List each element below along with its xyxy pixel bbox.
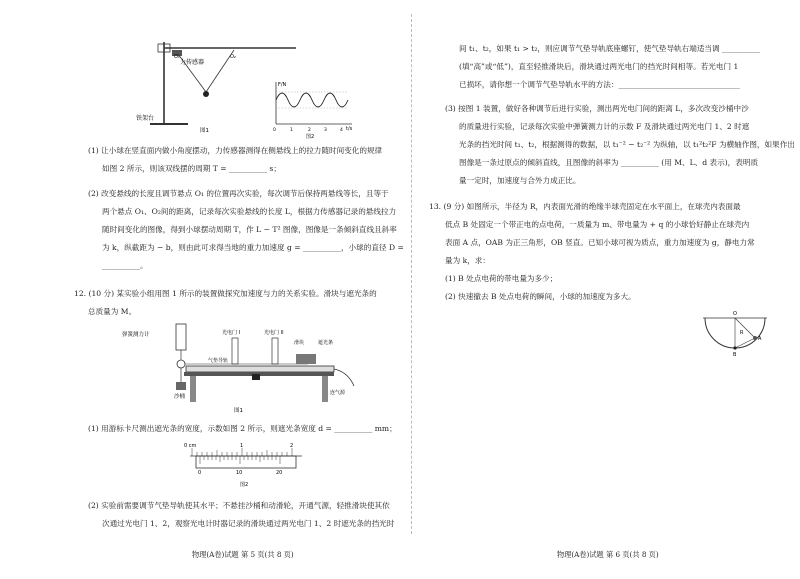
q13-part2: (2) 快速撤去 B 处点电荷的瞬间，小球的加速度为多大。 [445, 292, 636, 301]
q11-part2-line1: (2) 改变悬线的长度且调节悬点 O₁ 的位置再次实验，每次调节后保持两悬线等长，且等于 [88, 189, 389, 198]
track-label: 气垫导轨 [208, 358, 229, 364]
hose-label: 连气源 [330, 390, 346, 396]
caliper-main-tick: 2 [290, 443, 294, 449]
q12-part2-cont-line1: 间 t₁、t₂，如果 t₁ > t₂，则应调节气垫导轨底座螺钉，使气垫导轨右端适当调 __________ [459, 44, 760, 53]
fig2-xlabel: t/s [346, 126, 353, 132]
q13-line1: 13. (9 分) 如图所示，半径为 R，内表面光滑的绝缘半球壳固定在水平面上，在球壳内表面最 [429, 202, 741, 211]
force-time-graph [266, 78, 356, 140]
right-footer: 物理(A卷)试题 第 6 页(共 8 页) [557, 550, 659, 559]
caliper-vernier-tick: 20 [276, 470, 283, 476]
strip-label: 遮光条 [318, 340, 334, 346]
page-divider [411, 14, 412, 534]
fig1-o1-label: O₁ [174, 54, 180, 60]
q12-intro-line1: 12. (10 分) 某实验小组用图 1 所示的装置做探究加速度与力的关系实验。滑块与遮光条的 [74, 289, 377, 298]
fig2-tick: 0 [273, 128, 276, 133]
q12-part2-line1: (2) 实验前需要调节气垫导轨使其水平；不悬挂沙桶和动滑轮，开通气源，轻推滑块使其依 [88, 501, 390, 510]
point-b-label: B [733, 352, 737, 358]
q13-line4: 量为 k，求： [445, 256, 490, 265]
fig2-tick: 2 [308, 128, 311, 133]
caliper-main-tick: 1 [240, 443, 244, 449]
spring-scale-label: 弹簧测力计 [122, 332, 150, 338]
sand-bucket-label: 沙桶 [174, 394, 186, 400]
fig2-tick: 1 [290, 128, 293, 133]
q11-part2-line3: 随时间变化的图像，得到小球摆动周期 T，作 L − T² 图像，图像是一条倾斜直线且斜率 [102, 225, 397, 234]
fig1-stand-label: 铁架台 [136, 115, 155, 122]
caliper-vernier-tick: 0 [198, 470, 202, 476]
fig2-tick: 3 [324, 128, 327, 133]
q12-part3-line2: 的质量进行实验，记录每次实验中弹簧测力计的示数 F 及滑块通过两光电门 1、2 时遮 [459, 122, 750, 131]
caliper-caption: 图2 [240, 482, 249, 488]
q13-line2: 低点 B 处固定一个带正电的点电荷，一质量为 m、带电量为 + q 的小球恰好静止在球壳内 [445, 220, 750, 229]
q12-part3-line1: (3) 按图 1 装置，做好各种调节后进行实验，测出两光电门间的距离 L，多次改变沙桶中沙 [445, 104, 749, 113]
q12-part2-cont-line3: 已损坏，请你想一个调节气垫导轨水平的方法：________________________________ [459, 80, 740, 89]
vernier-caliper [182, 442, 312, 492]
fig2-caption: 图2 [306, 134, 315, 140]
point-a-label: A [758, 336, 762, 342]
fig1-o2-label: O₂ [230, 54, 236, 60]
radius-label: R [740, 330, 744, 336]
caliper-unit: 0 cm [184, 443, 197, 449]
left-footer: 物理(A卷)试题 第 5 页(共 8 页) [192, 550, 294, 559]
q11-part2-line5: __________。 [102, 261, 148, 270]
fig2-tick: 4 [340, 128, 343, 133]
q12-part3-line3: 光条的挡光时间 t₁、t₂，根据测得的数据，以 t₁⁻² − t₂⁻² 为纵轴，以 t₁²t₂²F 为横轴作图，如果作出 [459, 140, 795, 149]
point-o-label: O [733, 311, 737, 317]
fig1-caption: 图1 [200, 128, 209, 134]
q11-part2-line4: 为 k，纵截距为 − b，则由此可求得当地的重力加速度 g = __________，小球的直径 D = [102, 243, 404, 252]
slider-label: 滑块 [294, 340, 305, 346]
q11-part1-line1: (1) 让小球在竖直面内做小角度摆动，力传感器测得在侧悬线上的拉力随时间变化的规律 [88, 146, 383, 155]
air-track-apparatus [122, 322, 362, 414]
caliper-vernier-tick: 10 [236, 470, 243, 476]
q12-part2-line2: 次通过光电门 1、2，观察光电计时器记录的滑块通过两光电门 1、2 时遮光条的挡光时 [102, 519, 395, 528]
q13-line3: 表面 A 点，OAB 为正三角形，OB 竖直。已知小球可视为质点，重力加速度为 g，静电力常 [445, 238, 755, 247]
q11-part1-line2: 如图 2 所示，则该双线摆的周期 T = __________ s； [102, 164, 281, 173]
q11-part2-line2: 两个悬点 O₁、O₂间的距离，记录每次实验悬线的长度 L，根据力传感器记录的悬线拉力 [102, 207, 397, 216]
q12-part3-line4: 图像是一条过原点的倾斜直线，且图像的斜率为 __________ (用 M、L、d 表示)，表明质 [459, 158, 759, 167]
q12-part1: (1) 用游标卡尺测出遮光条的宽度，示数如图 2 所示，则遮光条宽度 d = __________ mm； [88, 424, 397, 433]
fig2-ylabel: F/N [278, 82, 287, 88]
q12-intro-line2: 总质量为 M。 [88, 307, 137, 316]
gate2-label: 光电门 II [264, 330, 284, 336]
q12-part3-line5: 量一定时，加速度与合外力成正比。 [459, 176, 581, 185]
gate1-label: 光电门 I [222, 330, 241, 336]
apparatus-caption: 图1 [234, 408, 243, 414]
hemisphere-diagram [699, 306, 771, 364]
q12-part2-cont-line2: (填“高”或“低”)，直至轻推滑块后，滑块通过两光电门的挡光时间相等。若光电门 1 [459, 62, 739, 71]
fig1-sensor-label: 力传感器 [180, 59, 205, 66]
q13-part1: (1) B 处点电荷的带电量为多少； [445, 274, 558, 283]
